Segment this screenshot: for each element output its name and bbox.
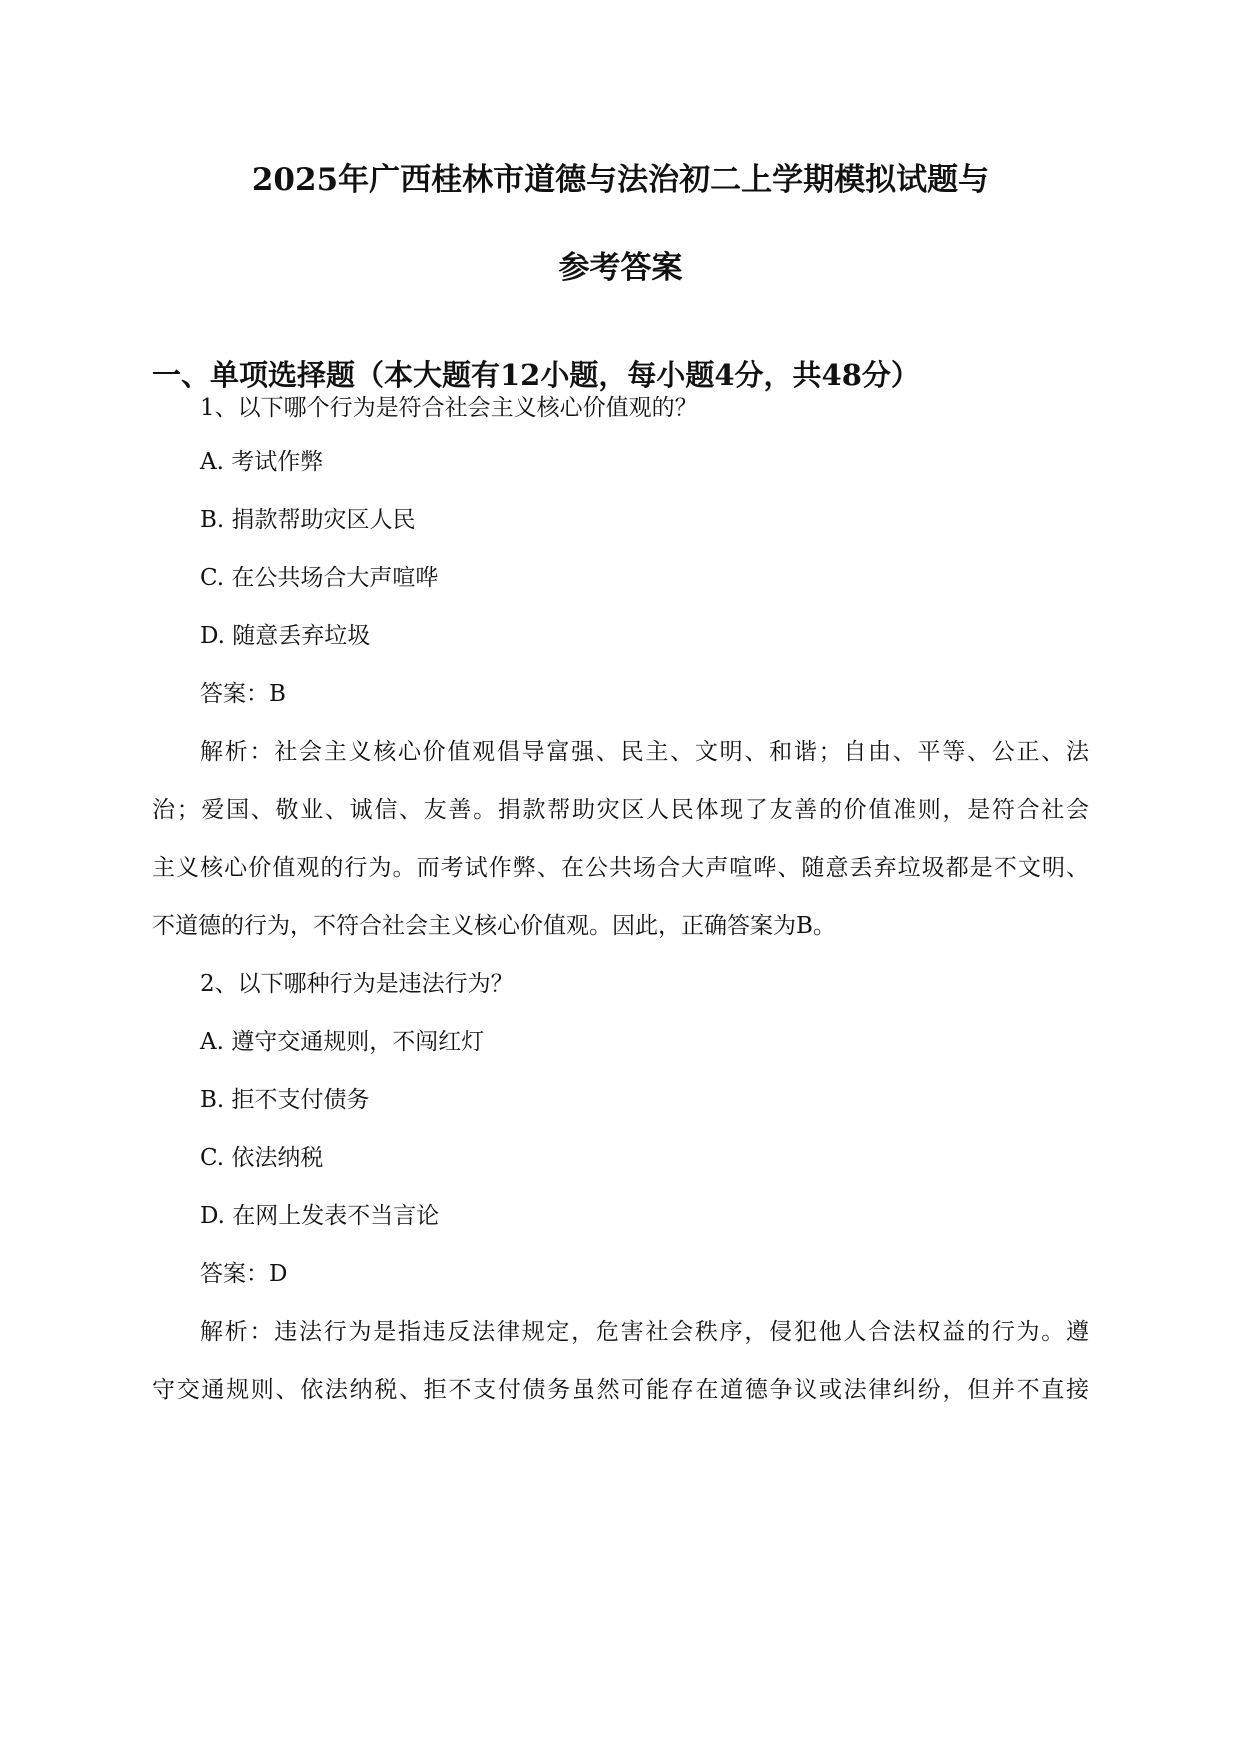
question-1-stem: 1、以下哪个行为是符合社会主义核心价值观的？: [200, 395, 698, 421]
question-2-analysis-line: 解析：违法行为是指违反法律规定，危害社会秩序，侵犯他人合法权益的行为。遵: [200, 1319, 1089, 1345]
question-2-option-a: A. 遵守交通规则，不闯红灯: [200, 1029, 485, 1055]
question-1-option-b: B. 捐款帮助灾区人民: [200, 507, 416, 533]
question-1-analysis-line: 主义核心价值观的行为。而考试作弊、在公共场合大声喧哗、随意丢弃垃圾都是不文明、: [152, 855, 1089, 881]
question-1-analysis-line: 不道德的行为，不符合社会主义核心价值观。因此，正确答案为B。: [152, 913, 836, 939]
question-1-analysis-line: 解析：社会主义核心价值观倡导富强、民主、文明、和谐；自由、平等、公正、法: [200, 739, 1089, 765]
section-heading-single-choice: 一、单项选择题（本大题有12小题，每小题4分，共48分）: [152, 358, 920, 392]
question-2-option-c: C. 依法纳税: [200, 1145, 324, 1171]
document-title-line-2: 参考答案: [558, 250, 683, 286]
question-1-option-d: D. 随意丢弃垃圾: [200, 623, 371, 649]
document-title-line-1: 2025年广西桂林市道德与法治初二上学期模拟试题与: [251, 162, 990, 198]
question-1-option-a: A. 考试作弊: [200, 449, 324, 475]
question-2-answer: 答案：D: [200, 1261, 288, 1287]
question-2-option-b: B. 拒不支付债务: [200, 1087, 370, 1113]
question-2-analysis-line: 守交通规则、依法纳税、拒不支付债务虽然可能存在道德争议或法律纠纷，但并不直接: [152, 1377, 1089, 1403]
question-2-stem: 2、以下哪种行为是违法行为？: [200, 971, 514, 997]
question-1-option-c: C. 在公共场合大声喧哗: [200, 565, 439, 591]
question-2-option-d: D. 在网上发表不当言论: [200, 1203, 440, 1229]
question-1-analysis-line: 治；爱国、敬业、诚信、友善。捐款帮助灾区人民体现了友善的价值准则，是符合社会: [152, 797, 1089, 823]
question-1-answer: 答案：B: [200, 681, 286, 707]
